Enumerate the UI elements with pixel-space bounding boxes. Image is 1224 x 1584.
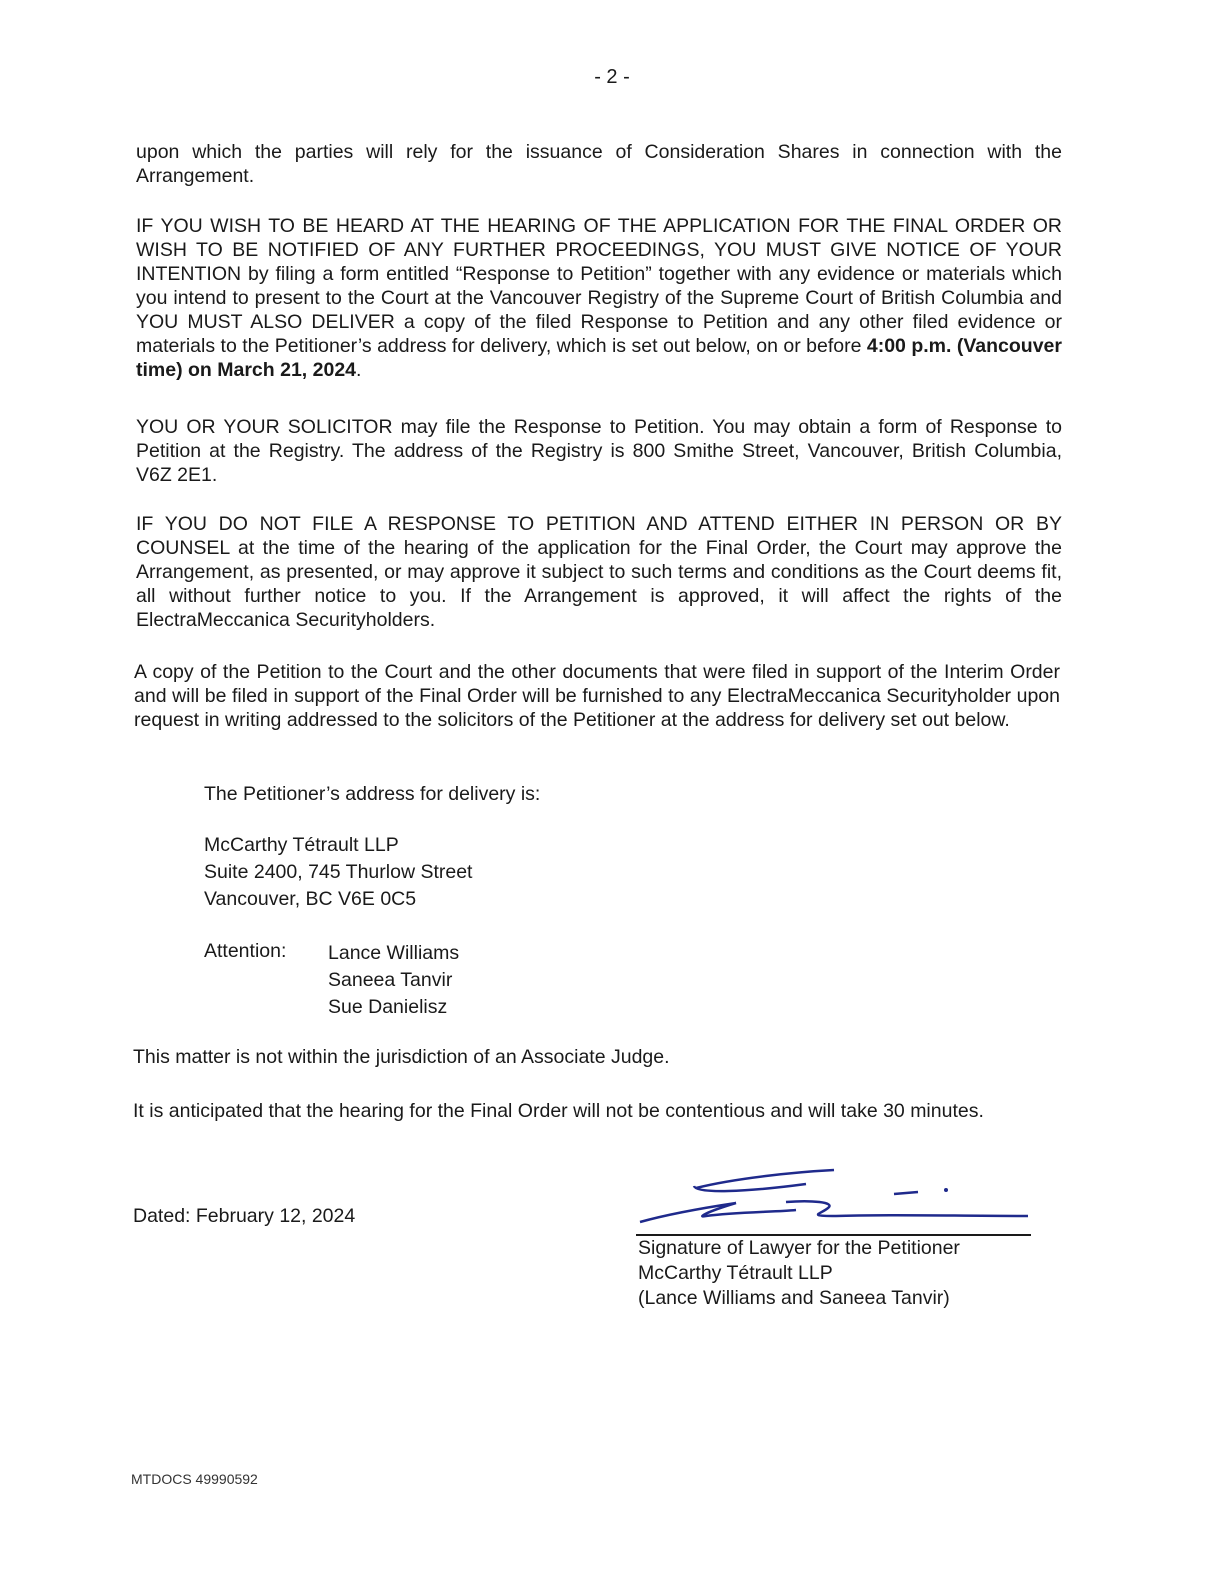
- paragraph-no-response: [136, 512, 1062, 632]
- no-response-caps: IF YOU DO NOT FILE A RESPONSE TO PETITION AND ATTEND EITHER IN PERSON OR BY COUNSEL: [136, 513, 1062, 559]
- paragraph-consideration-shares: upon which the parties will rely for the issuance of Consideration Shares in connection with the Arrangement.: [136, 141, 1062, 187]
- address-line-2: Vancouver, BC V6E 0C5: [204, 888, 417, 910]
- deadline-text: 4:00 p.m. (Vancouver time) on March 21, 2024: [136, 335, 1062, 381]
- paragraph-petition-copy: A copy of the Petition to the Court and the other documents that were filed in support of the Interim Order and will be filed in support of the Final Order will be furnished to any ElectraMeccanica Securityholder upon request in writing addressed to the solicitors of the Petitioner at the address for delivery set out below.: [134, 661, 1060, 731]
- address-firm: McCarthy Tétrault LLP: [204, 834, 399, 856]
- notice-text-2: a copy of the filed Response to Petition and any other filed evidence or materials to the Petitioner’s address for delivery, which is set out below, on or before: [136, 311, 1062, 357]
- document-id-footer: MTDOCS 49990592: [131, 1471, 258, 1487]
- notice-caps: IF YOU WISH TO BE HEARD AT THE HEARING OF THE APPLICATION FOR THE FINAL ORDER OR WISH TO BE NOTIFIED OF ANY FURTHER PROCEEDINGS, YOU MUST GIVE NOTICE OF YOUR INTENTION: [136, 215, 1062, 285]
- delivery-address: [204, 832, 472, 913]
- solicitor-caps: YOU OR YOUR SOLICITOR: [136, 416, 393, 438]
- jurisdiction-statement: This matter is not within the jurisdiction of an Associate Judge.: [133, 1046, 670, 1068]
- no-response-text: at the time of the hearing of the application for the Final Order, the Court may approve the Arrangement, as presented, or may approve it subject to such terms and conditions as the Court deems fit, all without further notice to you. If the Arrangement is approved, it will affect the rights of the ElectraMeccanica Securityholders.: [136, 537, 1062, 631]
- attention-list: [328, 940, 459, 1021]
- attention-name: Lance Williams: [328, 942, 460, 964]
- signature-caption: [638, 1236, 960, 1311]
- signature-area: [636, 1166, 1031, 1236]
- handwritten-signature: [636, 1166, 1031, 1236]
- attention-name: Saneea Tanvir: [328, 969, 453, 991]
- paragraph-solicitor: [136, 415, 1062, 487]
- page-number: - 2 -: [594, 66, 630, 88]
- address-intro: The Petitioner’s address for delivery is:: [204, 783, 541, 805]
- notice-end: .: [356, 359, 362, 381]
- signature-caption-title: Signature of Lawyer for the Petitioner: [638, 1237, 960, 1259]
- signature-caption-firm: McCarthy Tétrault LLP: [638, 1262, 833, 1284]
- paragraph-notice-of-intention: [136, 214, 1062, 382]
- solicitor-text: may file the Response to Petition. You may obtain a form of Response to Petition at the Registry. The address of the Registry is 800 Smithe Street, Vancouver, British Columbia, V6Z 2E1.: [136, 416, 1062, 486]
- attention-name: Sue Danielisz: [328, 996, 448, 1018]
- dated-line: Dated: February 12, 2024: [133, 1205, 356, 1227]
- notice-text-1: by filing a form entitled “Response to Petition” together with any evidence or materials which you intend to present to the Court at the Vancouver Registry of the Supreme Court of British Columbia and: [136, 263, 1062, 309]
- address-line-1: Suite 2400, 745 Thurlow Street: [204, 861, 473, 883]
- deliver-caps: YOU MUST ALSO DELIVER: [136, 311, 395, 333]
- signature-caption-names: (Lance Williams and Saneea Tanvir): [638, 1287, 950, 1309]
- hearing-estimate: It is anticipated that the hearing for the Final Order will not be contentious and will take 30 minutes.: [133, 1100, 984, 1122]
- attention-label: Attention:: [204, 940, 287, 962]
